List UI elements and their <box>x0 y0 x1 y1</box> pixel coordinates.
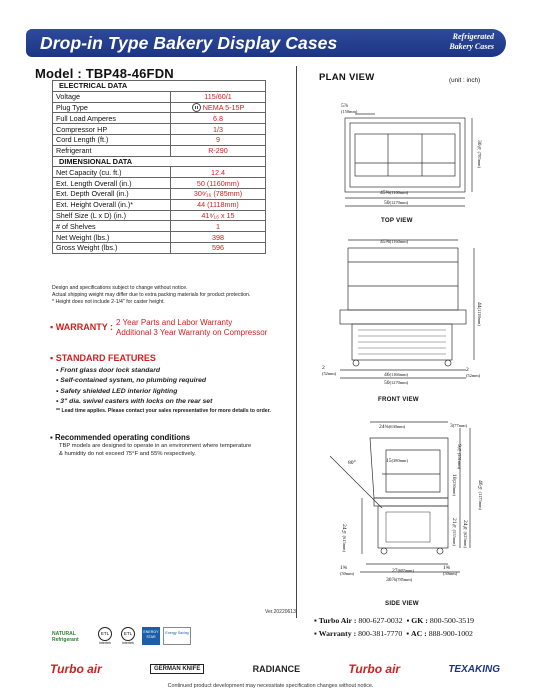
spec-section-header <box>53 156 266 167</box>
texaking-logo: TEXAKING <box>448 663 500 675</box>
unit-label: (unit : inch) <box>449 77 481 84</box>
spec-notes <box>52 285 250 306</box>
dim-label: 1⅝ (50mm) <box>340 565 355 576</box>
feature-item: • Safety shielded LED interior lighting <box>56 387 178 395</box>
spec-row <box>53 134 266 145</box>
spec-value: 9 <box>171 134 266 145</box>
dim-label: 46⅛(1175mm) <box>477 480 483 510</box>
spec-row <box>53 178 266 189</box>
spec-label: Gross Weight (lbs.) <box>53 242 171 253</box>
spec-value: R-290 <box>171 145 266 156</box>
section-title: DIMENSIONAL DATA <box>53 156 266 167</box>
dim-label: 45⅝(1160mm) <box>380 190 409 196</box>
feature-item: • Self-contained system, no plumbing required <box>56 377 207 385</box>
spec-value: 1 <box>171 221 266 232</box>
spec-value: NEMA 5-15P <box>171 102 266 113</box>
spec-row <box>53 199 266 210</box>
spec-label: Compressor HP <box>53 124 171 135</box>
red-bullet: ▪ <box>50 353 56 363</box>
dim-label: 46(1166mm) <box>384 372 408 378</box>
spec-row <box>53 232 266 243</box>
side-view-drawing <box>330 422 470 572</box>
spec-value: 41⁸⁄₁₆ x 15 <box>171 210 266 221</box>
dim-label: 24⅝(625mm) <box>462 520 468 548</box>
side-view-label: SIDE VIEW <box>385 600 419 607</box>
model-number: Model : TBP48-46FDN <box>35 66 174 81</box>
brand-logos <box>50 658 500 680</box>
warranty-line-1: 2 Year Parts and Labor Warranty <box>116 318 233 327</box>
dim-label: 21⅞(555mm) <box>451 518 457 546</box>
front-view-label: FRONT VIEW <box>378 396 419 403</box>
warranty-label: ▪ WARRANTY : <box>50 322 114 332</box>
dim-label: 9⅞(251mm) <box>456 444 462 470</box>
turbo-air-logo: Turbo air <box>50 662 102 676</box>
dim-label: 5⅞ (150mm) <box>341 103 358 114</box>
dim-label: 24¾(630mm) <box>379 424 406 430</box>
etl-logo: ETL Intertek <box>95 627 115 649</box>
spec-value: 596 <box>171 242 266 253</box>
spec-row <box>53 167 266 178</box>
recommended-title: ▪ Recommended operating conditions <box>50 433 191 442</box>
spec-label: Ext. Length Overall (in.) <box>53 178 171 189</box>
dim-label: 45⅝(1160mm) <box>380 239 409 245</box>
spec-value: 398 <box>171 232 266 243</box>
spec-row <box>53 124 266 135</box>
spec-value: 115/60/1 <box>171 91 266 102</box>
spec-section-header <box>53 81 266 92</box>
energy-star-logo: ENERGY STAR <box>142 627 160 645</box>
dim-label: 44(1118mm) <box>476 302 482 326</box>
spec-label: # of Shelves <box>53 221 171 232</box>
spec-label: Shelf Size (L x D) (in.) <box>53 210 171 221</box>
version-label: Ver.20220613 <box>265 609 296 615</box>
category-line-1: Refrigerated <box>452 32 494 41</box>
dim-label: 2 (52mm) <box>466 367 481 378</box>
spec-value: 50 (1160mm) <box>171 178 266 189</box>
warranty-text <box>116 318 267 338</box>
dim-label: 15(380mm) <box>386 458 408 464</box>
top-view-drawing <box>345 114 472 206</box>
dim-label: 50(1270mm) <box>384 200 409 206</box>
section-title: ELECTRICAL DATA <box>53 81 266 92</box>
german-knife-logo: GERMAN KNIFE <box>150 664 204 674</box>
dim-label: 30⅞(785mm) <box>476 140 482 168</box>
plan-view-title: PLAN VIEW <box>319 72 375 83</box>
header-banner <box>26 29 506 57</box>
spec-row <box>53 145 266 156</box>
spec-row <box>53 91 266 102</box>
spec-value: 44 (1118mm) <box>171 199 266 210</box>
dim-label: 2 (52mm) <box>322 365 337 376</box>
dim-label: 10(250mm) <box>451 474 457 496</box>
etl-sanitation-logo: ETL Intertek <box>118 627 138 649</box>
contact-row: ▪ Warranty : 800-381-7770 ▪ AC : 888-900-1002 <box>314 629 473 638</box>
note-3: * Height does not include 2-1/4" for caster height. <box>52 299 165 305</box>
page-title: Drop-in Type Bakery Display Cases <box>40 33 338 53</box>
recommended-text: TBP models are designed to operate in an environment where temperature & humidity do not exceed 75°F and 55% respectively. <box>59 443 252 457</box>
radiance-logo: RADIANCE <box>252 664 301 674</box>
spec-table <box>52 80 266 254</box>
spec-label: Plug Type <box>53 102 171 113</box>
dim-label: 50(1270mm) <box>384 380 409 386</box>
spec-label: Cord Length (ft.) <box>53 134 171 145</box>
plug-icon <box>192 103 201 112</box>
contact-info <box>314 614 474 640</box>
dim-label: 1⅝ (50mm) <box>443 565 458 576</box>
spec-label: Voltage <box>53 91 171 102</box>
spec-row <box>53 242 266 253</box>
spec-value: 12.4 <box>171 167 266 178</box>
column-divider <box>296 66 297 618</box>
turbo-air-logo: Turbo air <box>348 662 401 676</box>
spec-label: Net Weight (lbs.) <box>53 232 171 243</box>
category-line-2: Bakery Cases <box>449 42 494 51</box>
category-label <box>449 32 494 52</box>
lead-time-note: ** Lead time applies. Please contact your sales representative for more details to order. <box>56 408 271 414</box>
energy-saving-logo: Energy Saving <box>163 627 191 645</box>
footer-disclaimer: Continued product development may necessitate specification changes without notice. <box>167 683 374 689</box>
red-bullet: ▪ <box>50 322 56 332</box>
features-list <box>56 366 212 408</box>
spec-row <box>53 221 266 232</box>
spec-label: Full Load Amperes <box>53 113 171 124</box>
front-view-drawing <box>340 240 474 378</box>
plan-drawings <box>300 88 500 608</box>
spec-row <box>53 188 266 199</box>
contact-row: ▪ Turbo Air : 800-627-0032 ▪ GK : 800-500-3519 <box>314 616 475 625</box>
spec-value: 30⁸⁄₁₆ (785mm) <box>171 188 266 199</box>
feature-item: • 3" dia. swivel casters with locks on the rear set <box>56 398 213 406</box>
spec-row <box>53 102 266 113</box>
dim-label: 30⅞(785mm) <box>386 577 413 583</box>
warranty-line-2: Additional 3 Year Warranty on Compressor <box>116 328 268 337</box>
features-title: ▪ STANDARD FEATURES <box>50 353 156 363</box>
dim-label: 80° <box>348 460 356 466</box>
feature-item: • Front glass door lock standard <box>56 367 160 374</box>
spec-label: Net Capacity (cu. ft.) <box>53 167 171 178</box>
spec-label: Refrigerant <box>53 145 171 156</box>
spec-value: 6.8 <box>171 113 266 124</box>
dim-label: 27(685mm) <box>392 568 414 574</box>
dim-label: 3(77mm) <box>450 423 467 429</box>
spec-row <box>53 113 266 124</box>
note-1: Design and specifications subject to change without notice. <box>52 285 188 291</box>
top-view-label: TOP VIEW <box>381 217 413 224</box>
spec-row <box>53 210 266 221</box>
dim-label: 24⅛(615mm) <box>341 524 347 552</box>
spec-label: Ext. Height Overall (in.)* <box>53 199 171 210</box>
natural-refrigerant-logo: NATURAL Refrigerant <box>52 631 79 643</box>
spec-label: Ext. Depth Overall (in.) <box>53 188 171 199</box>
note-2: Actual shipping weight may differ due to extra packing materials for product protection. <box>52 292 251 298</box>
spec-value: 1/3 <box>171 124 266 135</box>
